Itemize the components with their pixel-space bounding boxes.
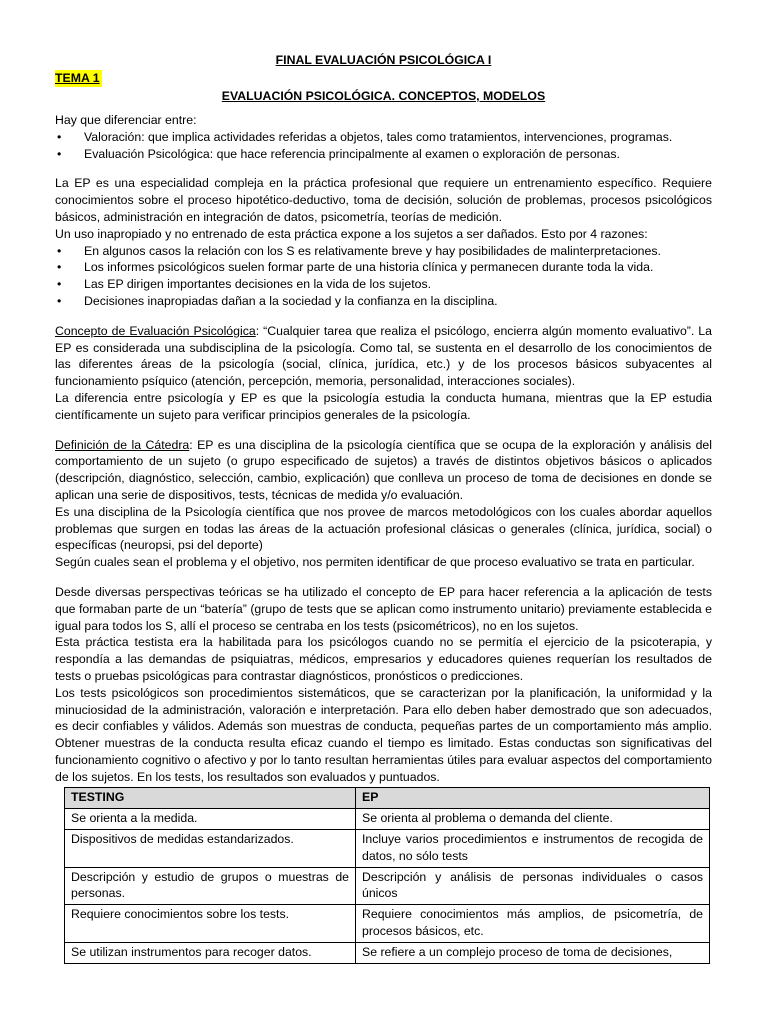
paragraph: La diferencia entre psicología y EP es que la psicología estudia la conducta humana, mientras que la EP estudia científicamente un sujeto para verificar principios generales de la psicología. [55, 390, 712, 422]
table-cell: Descripción y análisis de personas individuales o casos únicos [356, 867, 710, 905]
table-row [65, 867, 710, 905]
paragraph: Es una disciplina de la Psicología científica que nos provee de marcos metodológicos con los cuales abordar aquellos problemas que surgen en todas las áreas de la actuación profesional clásicas o generales (clínica, jurídica, social) o específicas (neuropsi, psi del deporte) [55, 504, 712, 553]
comparison-table [64, 787, 710, 963]
intro-list [55, 129, 712, 163]
bullet-icon: • [57, 243, 62, 258]
table-cell: Se orienta al problema o demanda del cliente. [356, 809, 710, 830]
document-content [55, 52, 712, 964]
table-row [65, 830, 710, 868]
section-subtitle: EVALUACIÓN PSICOLÓGICA. CONCEPTOS, MODELOS [221, 89, 546, 103]
paragraph: La EP es una especialidad compleja en la práctica profesional que requiere un entrenamiento específico. Requiere conocimientos sobre el proceso hipotético-deductivo, toma de decisión, solución de problemas, procesos psicológicos básicos, administración en integración de datos, psicometría, teorías de medición. [55, 176, 712, 224]
paragraph: Un uso inapropiado y no entrenado de esta práctica expone a los sujetos a ser dañados. Esto por 4 razones: [55, 226, 648, 241]
list-item: • Valoración: que implica actividades referidas a objetos, tales como tratamientos, intervenciones, programas. [57, 129, 673, 144]
list-item: • Evaluación Psicológica: que hace referencia principalmente al examen o exploración de personas. [57, 146, 620, 161]
table-header-row [65, 788, 710, 809]
concepto-paragraph: Concepto de Evaluación Psicológica: “Cualquier tarea que realiza el psicólogo, encierra algún momento evaluativo”. La EP es considerada una subdisciplina de la psicología. Como tal, se sustenta en el desarrollo de los conocimientos de las diferentes áreas de la psicología (social, clínica, jurídica, etc.) y de los procesos básicos subyacentes al funcionamiento psíquico (atención, percepción, memoria, personalidad, interacciones sociales). [55, 323, 712, 389]
table-row [65, 905, 710, 943]
tema-row [55, 70, 712, 87]
paragraph: Desde diversas perspectivas teóricas se ha utilizado el concepto de EP para hacer referencia a la aplicación de tests que formaban parte de un “batería” (grupo de tests que se aplican como instrumento unitario) previamente establecida e igual para todos los S, allí el proceso se centraba en los tests (psicométricos), no en los sujetos. [55, 584, 712, 633]
column-header: EP [356, 788, 710, 809]
definicion-heading: Definición de la Cátedra [55, 437, 190, 452]
table-row [65, 942, 710, 963]
bullet-icon: • [57, 146, 62, 161]
list-item: • En algunos casos la relación con los S es relativamente breve y hay posibilidades de malinterpretaciones. [57, 243, 661, 258]
table-cell: Dispositivos de medidas estandarizados. [65, 830, 356, 868]
column-header: TESTING [65, 788, 356, 809]
bullet-icon: • [57, 260, 62, 275]
paragraph: Los tests psicológicos son procedimientos sistemáticos, que se caracterizan por la planificación, la uniformidad y la minuciosidad de la administración, valoración e interpretación. Para ello deben haber demostrado que son adecuados, es decir confiables y válidos. Además son muestras de conducta, pequeñas partes de un comportamiento más amplio. Obtener muestras de la conducta resulta eficaz cuando el tiempo es limitado. Estas conductas son significativas del funcionamiento cognitivo o afectivo y por lo tanto resultan herramientas útiles para evaluar aspectos del comportamiento de los sujetos. En los tests, los resultados son evaluados y puntuados. [55, 685, 712, 784]
table-cell: Requiere conocimientos sobre los tests. [65, 905, 356, 943]
reasons-list [55, 243, 712, 310]
table-cell: Incluye varios procedimientos e instrumentos de recogida de datos, no sólo tests [356, 830, 710, 868]
table-row [65, 809, 710, 830]
table-cell: Se orienta a la medida. [65, 809, 356, 830]
tema-label: TEMA 1 [55, 71, 100, 85]
definicion-paragraph: Definición de la Cátedra: EP es una disciplina de la psicología científica que se ocupa de la exploración y análisis del comportamiento de un sujeto (o grupo especificado de sujetos) a través de distintos objetivos básicos o aplicados (descripción, diagnóstico, selección, cambio, explicación) que conlleva un proceso de toma de decisiones en donde se aplican una serie de dispositivos, tests, técnicas de medida y/o evaluación. [55, 437, 712, 502]
bullet-icon: • [57, 129, 62, 144]
list-item: • Decisiones inapropiadas dañan a la sociedad y la confianza en la disciplina. [57, 293, 498, 308]
table-cell: Descripción y estudio de grupos o muestras de personas. [65, 867, 356, 905]
list-item: • Las EP dirigen importantes decisiones en la vida de los sujetos. [57, 277, 432, 292]
bullet-icon: • [57, 277, 62, 292]
intro-lead: Hay que diferenciar entre: [55, 113, 197, 127]
document-title: FINAL EVALUACIÓN PSICOLÓGICA I [275, 53, 492, 67]
paragraph: Según cuales sean el problema y el objetivo, nos permiten identificar de que proceso evaluativo se trata en particular. [55, 555, 695, 570]
bullet-icon: • [57, 293, 62, 308]
paragraph: Esta práctica testista era la habilitada para los psicólogos cuando no se permitía el ejercicio de la psicoterapia, y respondía a las demandas de psiquiatras, médicos, empresarios y educadores quienes requerían los resultados de tests o pruebas psicológicas para contrastar diagnósticos, pronósticos o predicciones. [55, 635, 712, 683]
list-item: • Los informes psicológicos suelen formar parte de una historia clínica y permanecen durante toda la vida. [57, 260, 654, 275]
table-cell: Requiere conocimientos más amplios, de psicometría, de procesos básicos, etc. [356, 905, 710, 943]
concepto-heading: Concepto de Evaluación Psicológica [55, 323, 256, 338]
table-cell: Se utilizan instrumentos para recoger datos. [65, 942, 356, 963]
table-cell: Se refiere a un complejo proceso de toma de decisiones, [356, 942, 710, 963]
